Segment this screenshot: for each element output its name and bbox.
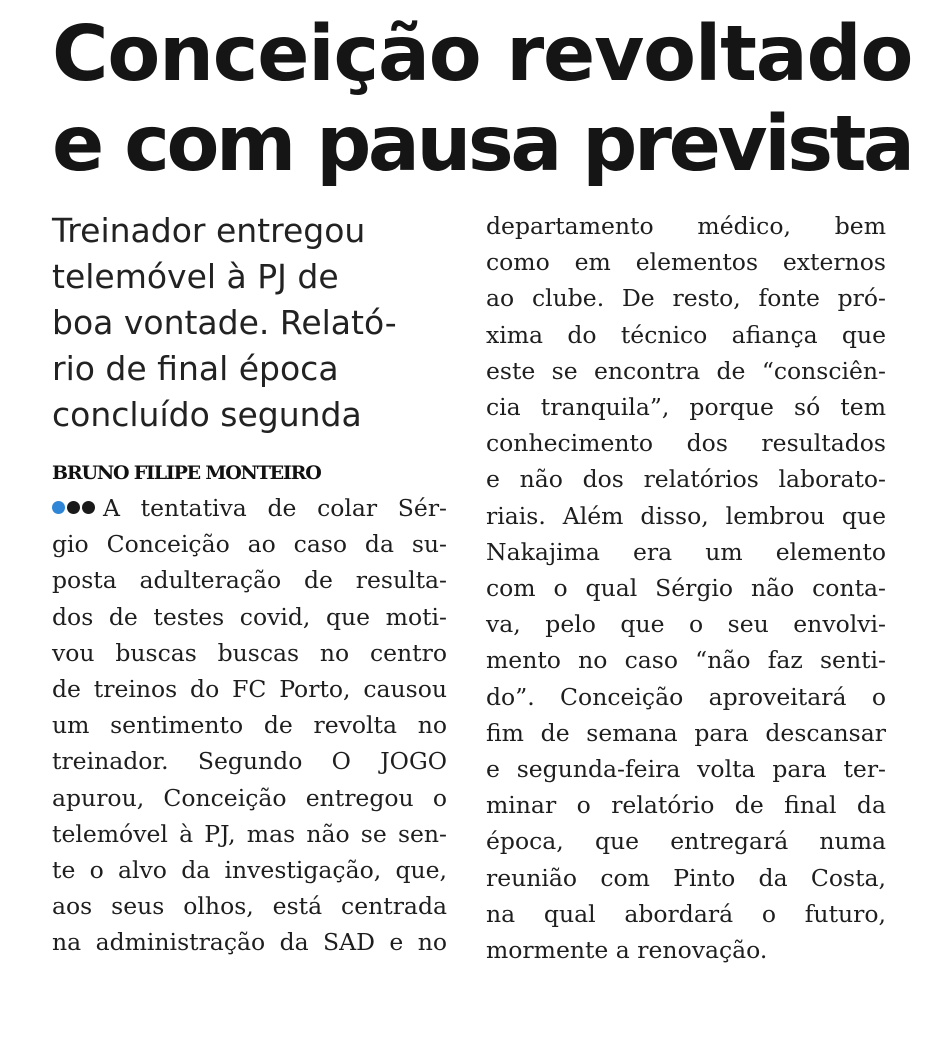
- body-line: como em elementos externos: [486, 248, 886, 277]
- headline: [52, 10, 912, 190]
- body-line: reunião com Pinto da Costa,: [486, 863, 886, 892]
- body-line: departamento médico, bem: [486, 212, 886, 240]
- body-line: telemóvel à PJ, mas não se sen-: [52, 819, 447, 848]
- subheadline-line: concluído segunda: [52, 395, 362, 434]
- body-line: aos seus olhos, está centrada: [52, 892, 447, 921]
- body-line: apurou, Conceição entregou o: [52, 783, 447, 812]
- body-line: de treinos do FC Porto, causou: [52, 675, 447, 704]
- author-byline: BRUNO FILIPE MONTEIRO: [52, 462, 321, 484]
- body-line: vou buscas buscas no centro: [52, 638, 447, 667]
- lead-text: A tentativa de colar Sér-: [103, 494, 447, 522]
- subheadline-line: rio de final época: [52, 349, 339, 388]
- body-line: conhecimento dos resultados: [486, 429, 886, 458]
- body-line: com o qual Sérgio não conta-: [486, 574, 886, 603]
- right-column: [486, 208, 886, 968]
- subheadline: [52, 208, 447, 438]
- body-line: mento no caso “não faz senti-: [486, 646, 886, 675]
- body-line: dos de testes covid, que moti-: [52, 602, 447, 631]
- body-line: minar o relatório de final da: [486, 791, 886, 820]
- three-dots-icon: [52, 488, 97, 524]
- body-line: este se encontra de “consciên-: [486, 356, 886, 385]
- body-line: [52, 488, 447, 526]
- body-line: posta adulteração de resulta-: [52, 566, 447, 595]
- body-line: riais. Além disso, lembrou que: [486, 501, 886, 530]
- body-line: e não dos relatórios laborato-: [486, 465, 886, 494]
- body-text-right: [486, 208, 886, 968]
- body-line: na administração da SAD e no: [52, 928, 447, 957]
- body-line: ao clube. De resto, fonte pró-: [486, 284, 886, 313]
- body-line: um sentimento de revolta no: [52, 711, 447, 740]
- body-line: época, que entregará numa: [486, 827, 886, 856]
- body-line: te o alvo da investigação, que,: [52, 856, 447, 885]
- body-line: treinador. Segundo O JOGO: [52, 747, 447, 776]
- body-line: cia tranquila”, porque só tem: [486, 393, 886, 422]
- body-line: xima do técnico afiança que: [486, 320, 886, 349]
- body-line: e segunda-feira volta para ter-: [486, 755, 886, 784]
- headline-line: e com pausa prevista: [52, 100, 912, 189]
- body-line: na qual abordará o futuro,: [486, 899, 886, 928]
- body-line: Nakajima era um elemento: [486, 537, 886, 566]
- subheadline-line: boa vontade. Relató-: [52, 303, 397, 342]
- subheadline-line: Treinador entregou: [52, 211, 366, 250]
- body-line: va, pelo que o seu envolvi-: [486, 610, 886, 639]
- body-line: do”. Conceição aproveitará o: [486, 682, 886, 711]
- headline-line: Conceição revoltado: [52, 10, 913, 99]
- body-text-left: [52, 488, 447, 961]
- body-line: fim de semana para descansar: [486, 718, 886, 747]
- body-line: gio Conceição ao caso da su-: [52, 530, 447, 559]
- subheadline-line: telemóvel à PJ de: [52, 257, 339, 296]
- body-line: mormente a renovação.: [486, 936, 768, 965]
- left-column: [52, 208, 447, 961]
